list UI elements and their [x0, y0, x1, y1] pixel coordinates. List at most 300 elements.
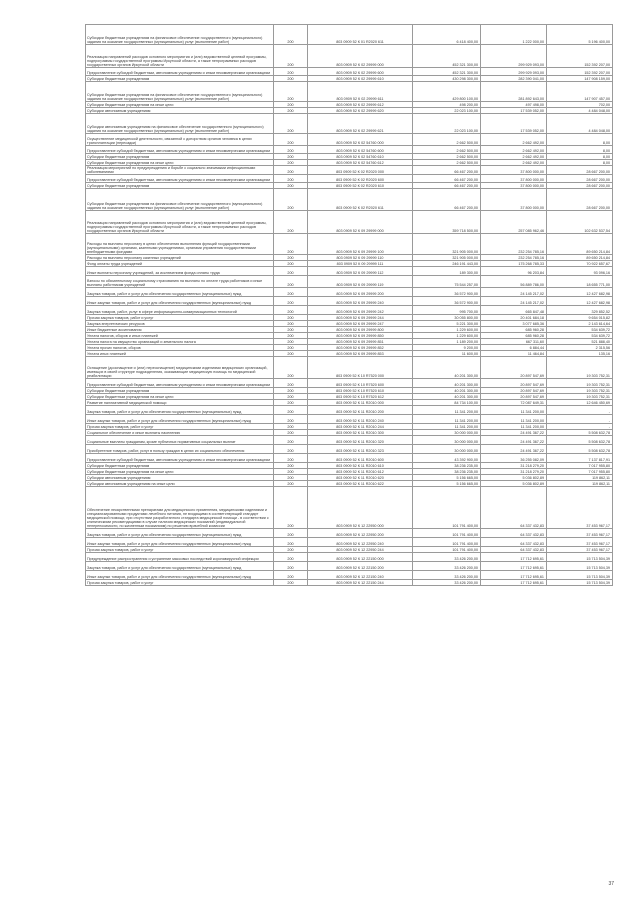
cell-classification-code: 803 0909 52 К 11 R2010 612	[308, 469, 413, 475]
cell-unexecuted-amount: 19 303 752,31	[547, 388, 613, 394]
cell-name: Субсидии автономным учреждениям	[86, 475, 274, 481]
cell-executed-amount: 3 077 685,36	[481, 321, 547, 327]
cell-executed-amount: 37 800 000,00	[481, 183, 547, 189]
cell-name: Иные выплаты персоналу учреждений, за исключением фонда оплаты труда	[86, 267, 274, 276]
cell-code: 200	[274, 333, 308, 339]
cell-unexecuted-amount: 7 137 817,91	[547, 454, 613, 463]
cell-unexecuted-amount: 702,00	[547, 102, 613, 108]
cell-unexecuted-amount: 15 713 504,39	[547, 580, 613, 586]
table-row	[86, 255, 613, 261]
cell-executed-amount: 11 341 200,00	[481, 424, 547, 430]
cell-unexecuted-amount: 37 453 967,17	[547, 538, 613, 547]
cell-classification-code: 803 0909 52 К 09 29999 240	[308, 297, 413, 306]
cell-code: 200	[274, 562, 308, 571]
cell-unexecuted-amount: 5 508 632,78	[547, 430, 613, 436]
cell-executed-amount: 24 145 217,02	[481, 297, 547, 306]
cell-executed-amount: 299 929 093,00	[481, 68, 547, 76]
table-row	[86, 430, 613, 436]
cell-code: 200	[274, 475, 308, 481]
cell-executed-amount: 281 892 643,00	[481, 82, 547, 102]
table-row	[86, 394, 613, 400]
cell-name: Субсидии бюджетным учреждениям на финансовое обеспечение государственного (муниципального) задания на оказание государственных (муниципальных) услуг (выполнение работ)	[86, 189, 274, 211]
cell-executed-amount: 11 464,84	[481, 351, 547, 357]
cell-unexecuted-amount: 329 852,52	[547, 306, 613, 315]
cell-classification-code: 803 0909 52 К 02 R2020 600	[308, 175, 413, 183]
cell-approved-amount: 30 055 800,00	[413, 315, 481, 321]
cell-unexecuted-amount: 37 453 967,17	[547, 529, 613, 538]
cell-approved-amount: 5 156 665,00	[413, 475, 481, 481]
cell-executed-amount: 11 341 200,00	[481, 406, 547, 415]
table-row	[86, 571, 613, 580]
table-row	[86, 166, 613, 175]
cell-code: 200	[274, 175, 308, 183]
cell-code: 200	[274, 261, 308, 267]
cell-name: Реализация направлений расходов основного мероприятия и (или) ведомственной целевой программы, подпрограммы государственной программы Иркутской области, а также непрограммных расходов государственных органов Иркутской области	[86, 211, 274, 234]
cell-unexecuted-amount: 12 427 682,98	[547, 297, 613, 306]
cell-executed-amount: 232 254 785,16	[481, 255, 547, 261]
cell-approved-amount: 452 321 300,00	[413, 68, 481, 76]
cell-unexecuted-amount: 15 713 504,39	[547, 571, 613, 580]
cell-code: 200	[274, 154, 308, 160]
table-row	[86, 234, 613, 255]
cell-code: 200	[274, 469, 308, 475]
cell-classification-code: 803 0909 52 К 09 29999 100	[308, 234, 413, 255]
cell-code: 200	[274, 406, 308, 415]
cell-executed-amount: 37 800 000,00	[481, 175, 547, 183]
cell-unexecuted-amount: 19 303 752,31	[547, 357, 613, 379]
cell-approved-amount: 30 000 000,00	[413, 445, 481, 454]
cell-classification-code: 803 0909 52 К 02 54760 610	[308, 154, 413, 160]
cell-classification-code: 803 0909 52 К 09 29999 200	[308, 288, 413, 297]
cell-code: 200	[274, 436, 308, 445]
cell-name: Иные закупки товаров, работ и услуг для обеспечения государственных (муниципальных) нужд	[86, 297, 274, 306]
cell-code: 200	[274, 315, 308, 321]
cell-unexecuted-amount: 5 508 632,78	[547, 436, 613, 445]
cell-name: Прочая закупка товаров, работ и услуг	[86, 547, 274, 553]
cell-unexecuted-amount: 5 196 400,00	[547, 25, 613, 45]
cell-code: 200	[274, 267, 308, 276]
cell-approved-amount: 36 572 900,00	[413, 297, 481, 306]
cell-classification-code: 803 0909 52 К 12 22150 240	[308, 571, 413, 580]
cell-code: 200	[274, 321, 308, 327]
cell-executed-amount: 20 401 684,18	[481, 315, 547, 321]
cell-code: 200	[274, 481, 308, 487]
cell-name: Закупка товаров, работ и услуг для обеспечения государственных (муниципальных) нужд	[86, 288, 274, 297]
cell-unexecuted-amount: 135,16	[547, 351, 613, 357]
cell-classification-code: 803 0909 52 К 09 29999 852	[308, 345, 413, 351]
cell-approved-amount: 359 718 500,00	[413, 211, 481, 234]
cell-code: 200	[274, 211, 308, 234]
cell-name: Уплата налогов, сборов и иных платежей	[86, 333, 274, 339]
table-row	[86, 553, 613, 562]
cell-code: 200	[274, 25, 308, 45]
cell-name: Приобретение товаров, работ, услуг в пользу граждан в целях их социального обеспечения	[86, 445, 274, 454]
cell-code: 200	[274, 388, 308, 394]
cell-unexecuted-amount: 534 639,72	[547, 327, 613, 333]
cell-unexecuted-amount: 152 392 207,00	[547, 45, 613, 68]
cell-name: Предоставление субсидий бюджетным, автономным учреждениям и иным некоммерческим организациям	[86, 146, 274, 154]
cell-approved-amount: 452 321 300,00	[413, 45, 481, 68]
cell-code: 200	[274, 82, 308, 102]
cell-classification-code: 803 0909 52 К 02 29999 611	[308, 82, 413, 102]
cell-unexecuted-amount: 119 862,11	[547, 481, 613, 487]
cell-unexecuted-amount: 70 922 657,67	[547, 261, 613, 267]
cell-name: Прочая закупка товаров, работ и услуг	[86, 424, 274, 430]
cell-approved-amount: 22 023 100,00	[413, 108, 481, 114]
cell-executed-amount: 5 036 802,89	[481, 481, 547, 487]
cell-approved-amount: 2 662 500,00	[413, 146, 481, 154]
cell-code: 200	[274, 345, 308, 351]
cell-executed-amount: 96 203,84	[481, 267, 547, 276]
cell-approved-amount: 33 426 200,00	[413, 580, 481, 586]
cell-approved-amount: 101 791 400,00	[413, 547, 481, 553]
cell-classification-code: 803 0909 52 К 12 22950 240	[308, 538, 413, 547]
cell-unexecuted-amount: 8,00	[547, 134, 613, 146]
cell-name: Иные бюджетные ассигнования	[86, 327, 274, 333]
budget-execution-table	[85, 24, 613, 586]
cell-approved-amount: 5 221 300,00	[413, 321, 481, 327]
cell-classification-code: 803 0909 52 К 11 R2010 200	[308, 406, 413, 415]
cell-executed-amount: 665 847,48	[481, 306, 547, 315]
cell-approved-amount: 246 191 443,00	[413, 261, 481, 267]
cell-executed-amount: 31 218 279,20	[481, 463, 547, 469]
cell-name: Иные закупки товаров, работ и услуг для обеспечения государственных (муниципальных) нужд	[86, 538, 274, 547]
cell-executed-amount: 20 897 547,69	[481, 388, 547, 394]
cell-name: Развитие паллиативной медицинской помощи	[86, 400, 274, 406]
cell-classification-code: 803 0909 52 К 09 29999 242	[308, 306, 413, 315]
cell-classification-code: 803 0909 52 К 11 R2010 320	[308, 436, 413, 445]
cell-name: Субсидии бюджетным учреждениям	[86, 76, 274, 82]
cell-unexecuted-amount: 8,00	[547, 146, 613, 154]
cell-executed-amount: 36 255 082,09	[481, 454, 547, 463]
table-row	[86, 538, 613, 547]
cell-code: 200	[274, 327, 308, 333]
cell-executed-amount: 17 712 695,61	[481, 562, 547, 571]
table-row	[86, 288, 613, 297]
cell-unexecuted-amount: 147 908 159,00	[547, 76, 613, 82]
cell-approved-amount: 43 392 900,00	[413, 454, 481, 463]
cell-classification-code: 803 0909 52 К 09 29999 119	[308, 276, 413, 288]
cell-unexecuted-amount: 152 392 207,00	[547, 68, 613, 76]
cell-classification-code: 803 0909 52 К 11 R2010 323	[308, 445, 413, 454]
cell-name: Субсидии бюджетным учреждениям на иные цели	[86, 469, 274, 475]
cell-approved-amount: 1 229 600,00	[413, 333, 481, 339]
cell-approved-amount: 84 734 100,00	[413, 400, 481, 406]
cell-unexecuted-amount: 15 713 504,39	[547, 562, 613, 571]
cell-unexecuted-amount: 4 484 048,00	[547, 108, 613, 114]
cell-code: 200	[274, 547, 308, 553]
cell-executed-amount: 299 929 093,00	[481, 45, 547, 68]
cell-unexecuted-amount: 8,00	[547, 160, 613, 166]
table-row	[86, 102, 613, 108]
cell-unexecuted-amount: 89 650 214,84	[547, 255, 613, 261]
cell-executed-amount: 11 341 200,00	[481, 415, 547, 424]
table-row	[86, 134, 613, 146]
cell-approved-amount: 498 200,00	[413, 102, 481, 108]
table-row	[86, 487, 613, 529]
cell-classification-code: 803 0909 52 К 02 R2020 000	[308, 166, 413, 175]
cell-name: Предоставление субсидий бюджетным, автономным учреждениям и иным некоммерческим организациям	[86, 379, 274, 388]
cell-executed-amount: 685 960,28	[481, 327, 547, 333]
cell-unexecuted-amount: 37 453 967,17	[547, 547, 613, 553]
cell-code: 200	[274, 166, 308, 175]
cell-classification-code: 803 0909 52 К 02 29999 612	[308, 102, 413, 108]
cell-approved-amount: 40 201 300,00	[413, 357, 481, 379]
cell-unexecuted-amount: 2 315,56	[547, 345, 613, 351]
cell-unexecuted-amount: 15 713 504,39	[547, 553, 613, 562]
cell-classification-code: 803 0909 52 К 02 29999 600	[308, 68, 413, 76]
table-row	[86, 267, 613, 276]
cell-code: 200	[274, 108, 308, 114]
cell-classification-code: 803 0909 52 К 02 R2020 611	[308, 189, 413, 211]
cell-classification-code: 803 0909 52 К 10 R7520 612	[308, 394, 413, 400]
cell-approved-amount: 2 662 500,00	[413, 154, 481, 160]
cell-executed-amount: 37 800 000,00	[481, 189, 547, 211]
cell-classification-code: 803 0909 52 К 09 29999 244	[308, 315, 413, 321]
cell-executed-amount: 282 390 041,00	[481, 76, 547, 82]
cell-unexecuted-amount: 8,00	[547, 154, 613, 160]
cell-name: Закупка товаров, работ и услуг для обеспечения государственных (муниципальных) нужд	[86, 562, 274, 571]
cell-unexecuted-amount: 2 143 614,64	[547, 321, 613, 327]
cell-code: 200	[274, 463, 308, 469]
cell-name: Субсидии бюджетным учреждениям на финансовое обеспечение государственного (муниципального) задания на оказание государственных (муниципальных) услуг (выполнение работ)	[86, 25, 274, 45]
table-row	[86, 481, 613, 487]
cell-unexecuted-amount: 5 508 632,78	[547, 445, 613, 454]
table-row	[86, 379, 613, 388]
cell-classification-code: 803 0909 52 К 09 29999 851	[308, 339, 413, 345]
cell-code: 200	[274, 424, 308, 430]
cell-name: Взносы по обязательному социальному страхованию на выплаты по оплате труда работников и иные выплаты работникам учреждений	[86, 276, 274, 288]
cell-classification-code: 803 0909 52 К 09 29999 111	[308, 261, 413, 267]
cell-unexecuted-amount: -	[547, 415, 613, 424]
cell-executed-amount: 56 889 786,00	[481, 276, 547, 288]
cell-name: Предоставление субсидий бюджетным, автономным учреждениям и иным некоммерческим организациям	[86, 454, 274, 463]
cell-classification-code: 803 0909 52 К 12 22950 200	[308, 529, 413, 538]
cell-name: Субсидии бюджетным учреждениям на финансовое обеспечение государственного (муниципального) задания на оказание государственных (муниципальных) услуг (выполнение работ)	[86, 82, 274, 102]
cell-name: Осуществление медицинской деятельности, связанной с донорством органов человека в целях трансплантации (пересадки)	[86, 134, 274, 146]
cell-approved-amount: 189 300,00	[413, 267, 481, 276]
cell-name: Субсидии бюджетным учреждениям на иные цели	[86, 102, 274, 108]
cell-name: Субсидии бюджетным учреждениям	[86, 183, 274, 189]
cell-approved-amount: 40 201 300,00	[413, 388, 481, 394]
cell-name: Реализация мероприятий по предупреждению и борьбе с социально значимыми инфекционными заболеваниями	[86, 166, 274, 175]
cell-name: Субсидии бюджетным учреждениям	[86, 463, 274, 469]
cell-name: Расходы на выплаты персоналу казенных учреждений	[86, 255, 274, 261]
cell-unexecuted-amount: 28 667 200,00	[547, 166, 613, 175]
cell-approved-amount: 429 800 100,00	[413, 82, 481, 102]
cell-code: 200	[274, 146, 308, 154]
cell-approved-amount: 430 298 300,00	[413, 76, 481, 82]
cell-executed-amount: 5 036 802,89	[481, 475, 547, 481]
cell-approved-amount: 36 572 900,00	[413, 288, 481, 297]
cell-code: 200	[274, 351, 308, 357]
cell-classification-code: 803 0909 52 К 10 R7520 610	[308, 388, 413, 394]
cell-name: Иные закупки товаров, работ и услуг для обеспечения государственных (муниципальных) нужд	[86, 571, 274, 580]
cell-classification-code: 803 0909 52 К 10 R7520 000	[308, 357, 413, 379]
cell-code: 200	[274, 580, 308, 586]
cell-name: Иные закупки товаров, работ и услуг для обеспечения государственных (муниципальных) нужд	[86, 415, 274, 424]
table-row	[86, 445, 613, 454]
cell-approved-amount: 33 426 200,00	[413, 571, 481, 580]
cell-unexecuted-amount: 4 484 048,00	[547, 114, 613, 134]
cell-classification-code: 803 0909 52 К 12 22150 000	[308, 553, 413, 562]
cell-code: 200	[274, 189, 308, 211]
cell-unexecuted-amount: -	[547, 406, 613, 415]
cell-classification-code: 803 0909 52 К 10 R7520 600	[308, 379, 413, 388]
cell-approved-amount: 75 544 257,00	[413, 276, 481, 288]
cell-approved-amount: 40 201 300,00	[413, 379, 481, 388]
cell-name: Уплата налога на имущество организаций и земельного налога	[86, 339, 274, 345]
table-row	[86, 114, 613, 134]
cell-code: 200	[274, 400, 308, 406]
table-row	[86, 160, 613, 166]
cell-executed-amount: 72 087 649,31	[481, 400, 547, 406]
cell-executed-amount: 24 145 217,02	[481, 288, 547, 297]
cell-classification-code: 803 0909 52 К 09 29999 247	[308, 321, 413, 327]
cell-executed-amount: 6 884,44	[481, 345, 547, 351]
cell-code: 200	[274, 68, 308, 76]
cell-name: Фонд оплаты труда учреждений	[86, 261, 274, 267]
cell-classification-code: 803 0909 52 К 09 29999 000	[308, 211, 413, 234]
table-row	[86, 68, 613, 76]
cell-executed-amount: 64 337 432,83	[481, 547, 547, 553]
table-row	[86, 469, 613, 475]
cell-approved-amount: 1 229 600,00	[413, 327, 481, 333]
cell-classification-code: 803 0909 52 К 12 22950 000	[308, 487, 413, 529]
cell-code: 200	[274, 529, 308, 538]
cell-code: 200	[274, 288, 308, 297]
cell-code: 200	[274, 357, 308, 379]
cell-executed-amount: 2 662 492,00	[481, 134, 547, 146]
cell-name: Субсидии бюджетным учреждениям на иные цели	[86, 394, 274, 400]
cell-approved-amount: 22 023 100,00	[413, 114, 481, 134]
cell-approved-amount: 33 426 200,00	[413, 553, 481, 562]
cell-executed-amount: 2 662 492,00	[481, 160, 547, 166]
cell-executed-amount: 2 662 492,00	[481, 146, 547, 154]
cell-executed-amount: 17 712 695,61	[481, 580, 547, 586]
cell-approved-amount: 11 600,00	[413, 351, 481, 357]
cell-code: 200	[274, 183, 308, 189]
cell-approved-amount: 101 791 400,00	[413, 529, 481, 538]
cell-name: Субсидии бюджетным учреждениям	[86, 388, 274, 394]
cell-executed-amount: 685 960,28	[481, 333, 547, 339]
cell-code: 200	[274, 487, 308, 529]
cell-unexecuted-amount: 28 667 200,00	[547, 175, 613, 183]
cell-classification-code: 803 0909 52 К 11 R2010 300	[308, 430, 413, 436]
cell-name: Социальное обеспечение и иные выплаты населению	[86, 430, 274, 436]
cell-name: Оснащение (дооснащение и (или) переоснащение) медицинскими изделиями медицинских организаций, имеющих в своей структуре подразделения, оказывающие медицинскую помощь по медицинской реабилитации	[86, 357, 274, 379]
cell-executed-amount: 64 337 432,83	[481, 538, 547, 547]
cell-code: 200	[274, 45, 308, 68]
cell-executed-amount: 64 337 432,83	[481, 487, 547, 529]
cell-classification-code: 803 0909 52 К 11 R2010 610	[308, 463, 413, 469]
cell-unexecuted-amount: 147 907 457,00	[547, 82, 613, 102]
cell-executed-amount: 24 491 367,22	[481, 445, 547, 454]
cell-code: 200	[274, 394, 308, 400]
cell-classification-code: 803 0909 52 К 11 R2010 600	[308, 454, 413, 463]
cell-approved-amount: 2 662 500,00	[413, 160, 481, 166]
cell-code: 200	[274, 339, 308, 345]
cell-name: Реализация направлений расходов основного мероприятия и (или) ведомственной целевой программы, подпрограммы государственной программы Иркутской области, а также непрограммных расходов государственных органов Иркутской области	[86, 45, 274, 68]
cell-unexecuted-amount: 19 303 752,31	[547, 394, 613, 400]
cell-name: Уплата иных платежей	[86, 351, 274, 357]
cell-classification-code: 803 0909 52 К 12 22950 244	[308, 547, 413, 553]
cell-code: 200	[274, 76, 308, 82]
cell-unexecuted-amount: 521 888,40	[547, 339, 613, 345]
cell-approved-amount: 66 467 200,00	[413, 166, 481, 175]
cell-approved-amount: 995 700,00	[413, 306, 481, 315]
cell-approved-amount: 9 200,00	[413, 345, 481, 351]
table-row	[86, 529, 613, 538]
cell-approved-amount: 40 201 300,00	[413, 394, 481, 400]
cell-name: Предупреждение распространения и устранение массовых последствий коронавирусной инфекции	[86, 553, 274, 562]
table-row	[86, 454, 613, 463]
cell-approved-amount: 321 905 000,00	[413, 234, 481, 255]
cell-approved-amount: 30 000 000,00	[413, 436, 481, 445]
cell-classification-code: 803 0909 52 К 12 22150 244	[308, 580, 413, 586]
cell-name: Закупка товаров, работ и услуг для обеспечения государственных (муниципальных) нужд	[86, 529, 274, 538]
cell-name: Социальные выплаты гражданам, кроме публичных нормативных социальных выплат	[86, 436, 274, 445]
cell-name: Закупка товаров, работ и услуг для обеспечения государственных (муниципальных) нужд	[86, 406, 274, 415]
cell-code: 200	[274, 114, 308, 134]
cell-classification-code: 803 0909 52 К 12 22150 200	[308, 562, 413, 571]
page-number: 37	[608, 881, 614, 887]
cell-unexecuted-amount: -	[547, 424, 613, 430]
cell-approved-amount: 66 467 200,00	[413, 175, 481, 183]
table-row	[86, 189, 613, 211]
cell-classification-code: 803 0909 52 К 02 29999 620	[308, 108, 413, 114]
cell-code: 200	[274, 276, 308, 288]
table-row	[86, 276, 613, 288]
cell-code: 200	[274, 538, 308, 547]
table-row	[86, 306, 613, 315]
table-row	[86, 297, 613, 306]
cell-classification-code: 803 0909 52 К 09 29999 853	[308, 351, 413, 357]
cell-classification-code: 803 0909 52 К 02 29999 621	[308, 114, 413, 134]
table-row	[86, 406, 613, 415]
cell-classification-code: 803 0909 52 К 11 R2010 622	[308, 481, 413, 487]
cell-code: 200	[274, 553, 308, 562]
cell-executed-amount: 17 712 695,61	[481, 553, 547, 562]
cell-code: 200	[274, 255, 308, 261]
cell-approved-amount: 30 000 000,00	[413, 430, 481, 436]
cell-code: 200	[274, 306, 308, 315]
cell-approved-amount: 66 467 200,00	[413, 183, 481, 189]
cell-executed-amount: 175 268 785,33	[481, 261, 547, 267]
cell-executed-amount: 20 897 547,69	[481, 357, 547, 379]
cell-code: 200	[274, 297, 308, 306]
table-row	[86, 175, 613, 183]
cell-code: 200	[274, 379, 308, 388]
table-row	[86, 82, 613, 102]
cell-code: 200	[274, 415, 308, 424]
cell-classification-code: 803 0909 52 К 02 29999 610	[308, 76, 413, 82]
cell-unexecuted-amount: 119 862,11	[547, 475, 613, 481]
cell-approved-amount: 33 426 200,00	[413, 562, 481, 571]
cell-unexecuted-amount: 18 655 771,00	[547, 276, 613, 288]
cell-classification-code: 803 0909 52 К 09 29999 850	[308, 333, 413, 339]
cell-executed-amount: 497 498,00	[481, 102, 547, 108]
cell-name: Предоставление субсидий бюджетным, автономным учреждениям и иным некоммерческим организациям	[86, 175, 274, 183]
table-row	[86, 436, 613, 445]
cell-name: Предоставление субсидий бюджетным, автономным учреждениям и иным некоммерческим организациям	[86, 68, 274, 76]
cell-executed-amount: 37 800 000,00	[481, 166, 547, 175]
cell-approved-amount: 1 189 200,00	[413, 339, 481, 345]
cell-approved-amount: 6 418 400,00	[413, 25, 481, 45]
cell-executed-amount: 257 085 962,46	[481, 211, 547, 234]
table-row	[86, 580, 613, 586]
cell-approved-amount: 11 341 200,00	[413, 415, 481, 424]
